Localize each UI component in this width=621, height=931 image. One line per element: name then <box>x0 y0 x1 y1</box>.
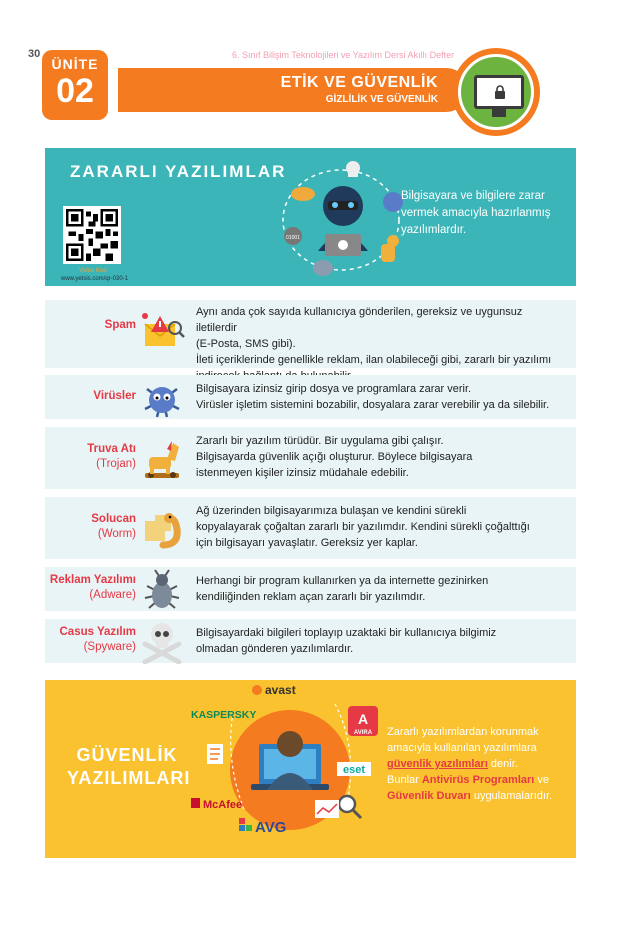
virus-icon <box>139 375 185 421</box>
topic-title: ETİK VE GÜVENLİK <box>280 74 438 91</box>
threat-subname: (Trojan) <box>96 458 136 470</box>
threat-description: Bilgisayardaki bilgileri toplayıp uzaktaki bir kullanıcıya bilgimiz olmadan gönderen yazılımlardır. <box>196 627 497 655</box>
security-description: Zararlı yazılımlardan korunmak amacıyla kullanılan yazılımlara güvenlik yazılımları denir. Bunlar Antivirüs Programları ve Güvenlik Duvarı uygulamalarıdır. <box>387 726 553 802</box>
adware-bug-icon <box>139 566 185 612</box>
brand-kaspersky: KASPERSKY <box>191 709 257 721</box>
highlight-antivirus: Antivirüs Programları <box>421 774 535 786</box>
threat-description: Zararlı bir yazılım türüdür. Bir uygulama gibi çalışır. Bilgisayarda güvenlik açığı oluşturur. Böylece bilgisayara istenmeyen kişiler izinsiz müdahale edebilir. <box>196 435 473 479</box>
worm-icon <box>139 505 185 551</box>
threat-subname: (Worm) <box>97 528 136 540</box>
threat-description: Aynı anda çok sayıda kullanıcıya gönderilen, gereksiz ve uygunsuz iletilerdir (E-Posta, SMS gibi). İleti içeriklerinde genellikle reklam, ilan olabileceği gibi, zararlı bir yazılımı <box>196 306 552 366</box>
monitor-stand <box>492 109 506 117</box>
brand-mcafee: McAfee <box>203 799 243 811</box>
highlight-security-software: güvenlik yazılımları <box>387 758 488 770</box>
malware-hero <box>45 148 576 286</box>
illustration-badge: 01001 <box>286 235 300 241</box>
security-hero <box>45 680 576 858</box>
topic-subtitle: GİZLİLİK VE GÜVENLİK <box>325 94 438 105</box>
threat-row-virus <box>45 375 576 419</box>
avast-icon <box>252 685 262 695</box>
topic-bar <box>118 68 468 112</box>
avg-icon <box>239 818 252 831</box>
highlight-firewall: Güvenlik Duvarı <box>387 790 471 802</box>
trojan-horse-icon <box>139 435 185 481</box>
unit-label: ÜNİTE <box>51 56 99 72</box>
unit-badge <box>42 50 108 120</box>
threat-subname: (Spyware) <box>83 641 136 653</box>
qr-code[interactable] <box>63 206 121 264</box>
threat-row-spam <box>45 300 576 368</box>
spam-envelope-icon <box>139 308 185 354</box>
security-software-illustration <box>185 682 385 854</box>
svg-text:A: A <box>357 711 369 727</box>
threat-row-worm <box>45 497 576 559</box>
topic-circle <box>452 48 540 136</box>
threat-name: Casus Yazılım <box>59 626 136 638</box>
malware-description: Bilgisayara ve bilgilere zarar vermek amacıyla hazırlanmış yazılımlardır. <box>401 190 551 236</box>
threat-row-trojan <box>45 427 576 489</box>
security-title: GÜVENLİK YAZILIMLARI <box>67 745 191 788</box>
threat-name: Solucan <box>91 513 136 525</box>
mcafee-icon <box>191 798 200 808</box>
threat-name: Truva Atı <box>87 443 136 455</box>
qr-code-icon <box>66 209 118 261</box>
user-icon <box>277 731 303 757</box>
threat-row-spyware <box>45 619 576 663</box>
brand-avg: AVG <box>255 819 287 836</box>
unit-number: 02 <box>56 72 94 110</box>
threat-name: Reklam Yazılımı <box>49 574 136 586</box>
threat-description: Bilgisayara izinsiz girip dosya ve programlara zarar verir. Virüsler işletim sistemini bozabilir, dosyalara zarar verebilir ya da silebilir. <box>196 383 550 411</box>
brand-eset: eset <box>342 764 366 776</box>
monitor-screen <box>474 75 524 109</box>
brand-avira: AVIRA <box>353 730 373 736</box>
threat-description: Herhangi bir program kullanırken ya da internette gezinirken kendiliğinden reklam açan zararlı bir yazılımdır. <box>196 575 489 603</box>
threat-name: Virüsler <box>93 390 136 402</box>
monitor-lock-icon <box>458 54 534 130</box>
qr-url: www.yetsis.com/qr-030-1 <box>61 276 129 282</box>
malware-title: ZARARLI YAZILIMLAR <box>70 162 287 181</box>
page-number: 30 <box>28 48 41 60</box>
lock-icon <box>494 85 506 99</box>
skull-crossbones-icon <box>139 618 185 664</box>
threat-description: Ağ üzerinden bilgisayarımıza bulaşan ve kendini sürekli kopyalayarak çoğaltan zararlı bir yazılımdır. Kendini sürekli çoğalttığı için bilgisayarı yavaşlatır. Gereksiz yer kaplar. <box>196 505 530 549</box>
threat-subname: (Adware) <box>89 589 136 601</box>
threat-row-adware <box>45 567 576 611</box>
brand-avast: avast <box>265 683 296 697</box>
threat-name: Spam <box>104 319 136 331</box>
qr-code-label: Video Kod <box>79 268 107 274</box>
book-title: 6. Sınıf Bilişim Teknolojileri ve Yazılım Dersi Akıllı Defter <box>232 50 455 60</box>
hacker-illustration <box>263 156 413 284</box>
